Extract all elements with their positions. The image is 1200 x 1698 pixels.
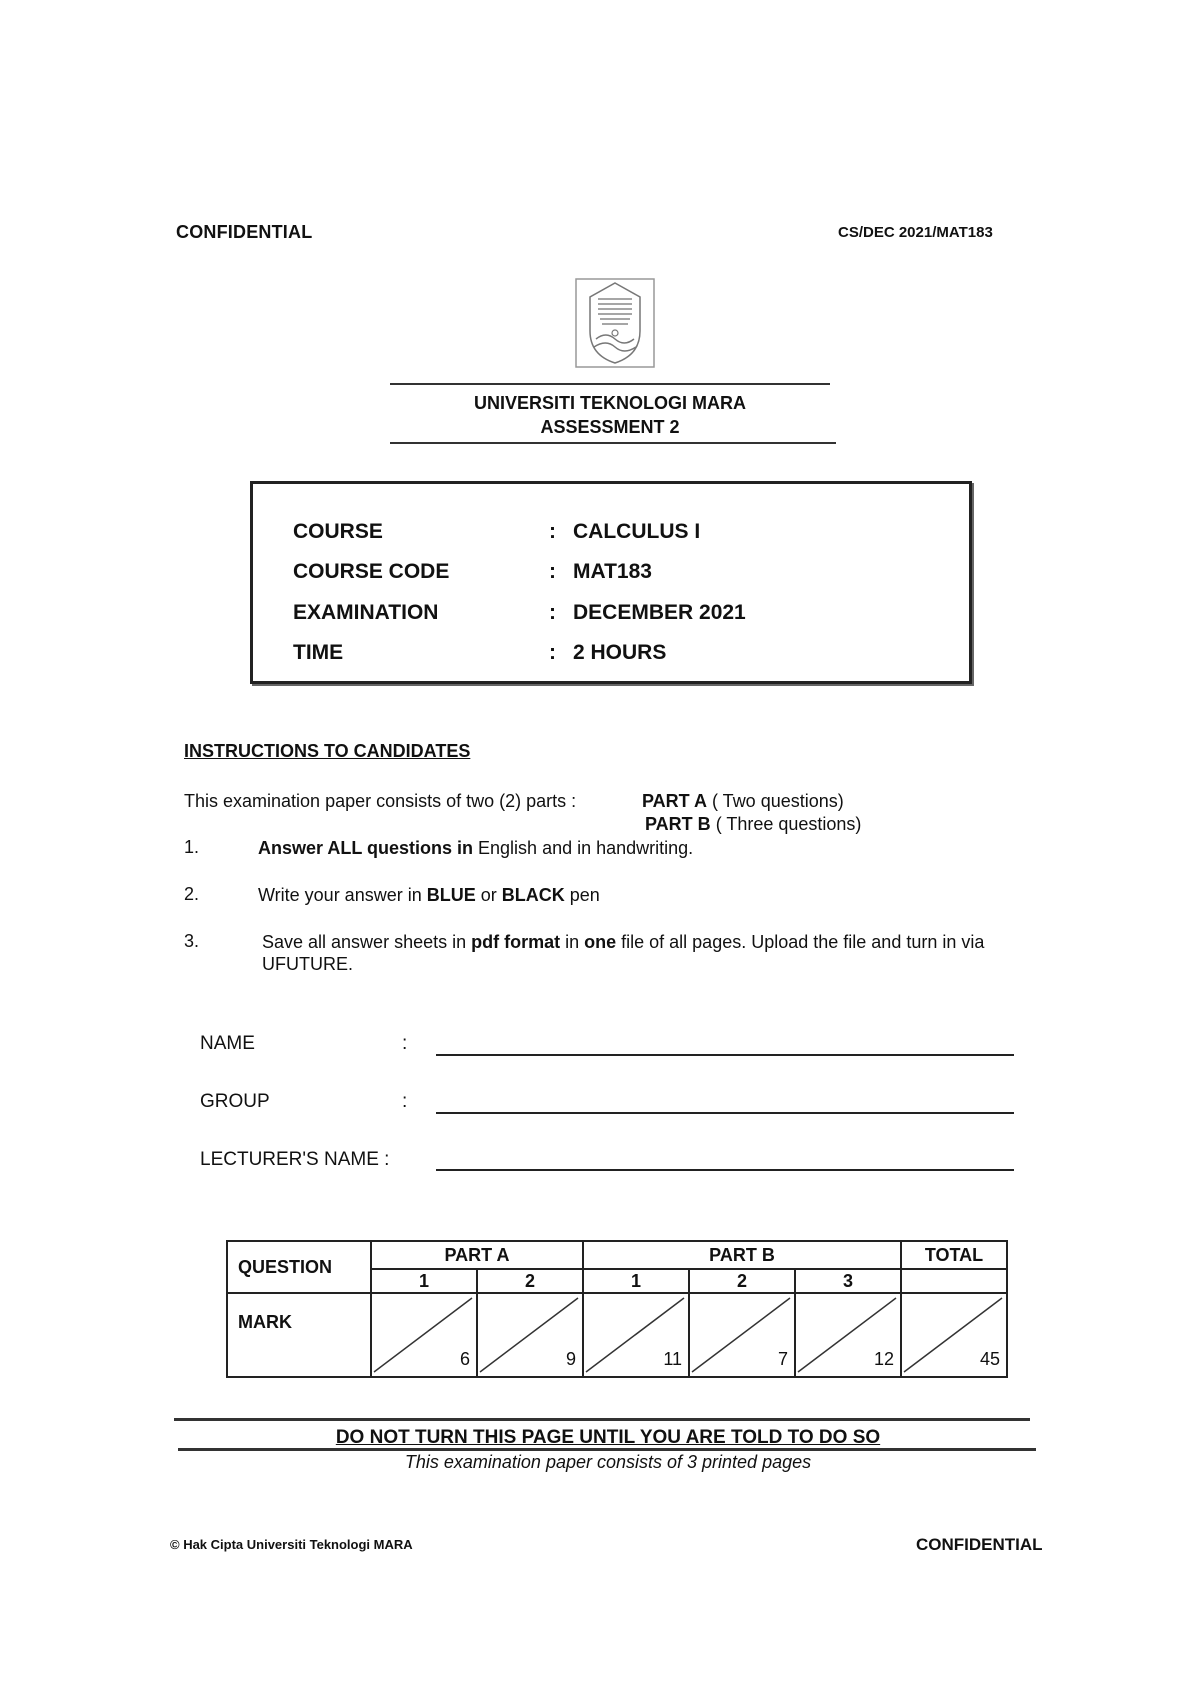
instruction-2-number: 2. — [184, 884, 200, 904]
examination-value: DECEMBER 2021 — [573, 601, 746, 624]
mark-value: 11 — [663, 1349, 682, 1369]
footer-rule-top — [174, 1418, 1030, 1421]
footer-rule-bottom — [178, 1448, 1036, 1451]
lecturer-name-label: LECTURER'S NAME : — [200, 1149, 390, 1170]
mark-cell-a2 — [477, 1293, 583, 1377]
instruction-3-text-b: in — [560, 932, 585, 952]
instruction-2-text-c: pen — [564, 885, 600, 905]
instruction-1 — [258, 837, 1048, 859]
mark-value: 6 — [459, 1349, 470, 1369]
mark-label: MARK — [227, 1293, 371, 1377]
instruction-3-text-a: Save all answer sheets in — [262, 932, 472, 952]
name-colon: : — [402, 1033, 408, 1054]
group-label: GROUP — [200, 1091, 270, 1112]
examination-colon: : — [549, 601, 556, 624]
question-number: 1 — [371, 1269, 477, 1293]
mark-cell-b3 — [795, 1293, 901, 1377]
time-colon: : — [549, 641, 556, 664]
part-a-label: PART A — [642, 791, 707, 811]
instruction-3-text-c: file of all pages. Upload the file and turn in via UFUTURE. — [262, 932, 985, 974]
instruction-3-one: one — [584, 932, 617, 952]
part-b-label: PART B — [645, 814, 711, 834]
marks-table — [226, 1240, 1008, 1378]
course-colon: : — [549, 520, 556, 543]
question-header: QUESTION — [227, 1241, 371, 1293]
lecturer-name-field[interactable] — [436, 1169, 1014, 1171]
title-rule-top — [390, 383, 830, 385]
part-a-header: PART A — [371, 1241, 583, 1269]
total-header: TOTAL — [901, 1241, 1007, 1269]
assessment-title: ASSESSMENT 2 — [540, 417, 680, 437]
question-number: 1 — [583, 1269, 689, 1293]
name-field[interactable] — [436, 1054, 1014, 1056]
instruction-3 — [262, 931, 1042, 975]
instruction-2-blue: BLUE — [426, 885, 476, 905]
part-a-line — [642, 791, 844, 812]
part-b-line — [645, 814, 861, 835]
part-b-header: PART B — [583, 1241, 901, 1269]
instruction-1-number: 1. — [184, 837, 200, 857]
instruction-2-text-a: Write your answer in — [258, 885, 427, 905]
university-name: UNIVERSITI TEKNOLOGI MARA — [473, 393, 746, 413]
instruction-1-text: English and in handwriting. — [473, 838, 694, 858]
total-number-cell — [901, 1269, 1007, 1293]
mark-cell-b2 — [689, 1293, 795, 1377]
mark-value: 45 — [979, 1349, 1000, 1369]
paper-code: CS/DEC 2021/MAT183 — [838, 224, 993, 241]
confidential-footer: CONFIDENTIAL — [916, 1535, 1043, 1554]
uitm-logo-icon — [574, 277, 656, 369]
group-colon: : — [402, 1091, 408, 1112]
course-code-value: MAT183 — [573, 560, 652, 583]
instructions-title: INSTRUCTIONS TO CANDIDATES — [184, 741, 471, 761]
instructions-intro: This examination paper consists of two (2) parts : — [184, 791, 577, 811]
question-number: 3 — [795, 1269, 901, 1293]
instruction-1-bold: Answer ALL questions in — [258, 838, 474, 858]
time-label: TIME — [293, 641, 344, 664]
group-field[interactable] — [436, 1112, 1014, 1114]
mark-cell-total — [901, 1293, 1007, 1377]
course-code-label: COURSE CODE — [293, 560, 450, 583]
examination-label: EXAMINATION — [293, 601, 439, 624]
instruction-2-text-b: or — [475, 885, 502, 905]
course-label: COURSE — [293, 520, 383, 543]
question-number: 2 — [689, 1269, 795, 1293]
instruction-3-pdf: pdf format — [471, 932, 561, 952]
instruction-3-number: 3. — [184, 931, 200, 951]
title-rule-bottom — [390, 442, 836, 444]
mark-value: 9 — [565, 1349, 576, 1369]
part-b-desc: ( Three questions) — [715, 814, 862, 834]
instruction-2-black: BLACK — [501, 885, 565, 905]
mark-cell-a1 — [371, 1293, 477, 1377]
mark-value: 12 — [873, 1349, 894, 1369]
question-number: 2 — [477, 1269, 583, 1293]
mark-value: 7 — [777, 1349, 788, 1369]
course-value: CALCULUS I — [573, 520, 701, 543]
mark-cell-b1 — [583, 1293, 689, 1377]
name-label: NAME — [200, 1033, 255, 1054]
instruction-2 — [258, 884, 1048, 906]
printed-pages-note: This examination paper consists of 3 printed pages — [404, 1452, 812, 1472]
confidential-header: CONFIDENTIAL — [176, 222, 313, 242]
time-value: 2 HOURS — [573, 641, 667, 664]
copyright-notice: © Hak Cipta Universiti Teknologi MARA — [170, 1537, 413, 1552]
course-code-colon: : — [549, 560, 556, 583]
part-a-desc: ( Two questions) — [712, 791, 844, 811]
course-info-box — [250, 481, 972, 684]
do-not-turn-warning: DO NOT TURN THIS PAGE UNTIL YOU ARE TOLD TO DO SO — [335, 1427, 881, 1448]
